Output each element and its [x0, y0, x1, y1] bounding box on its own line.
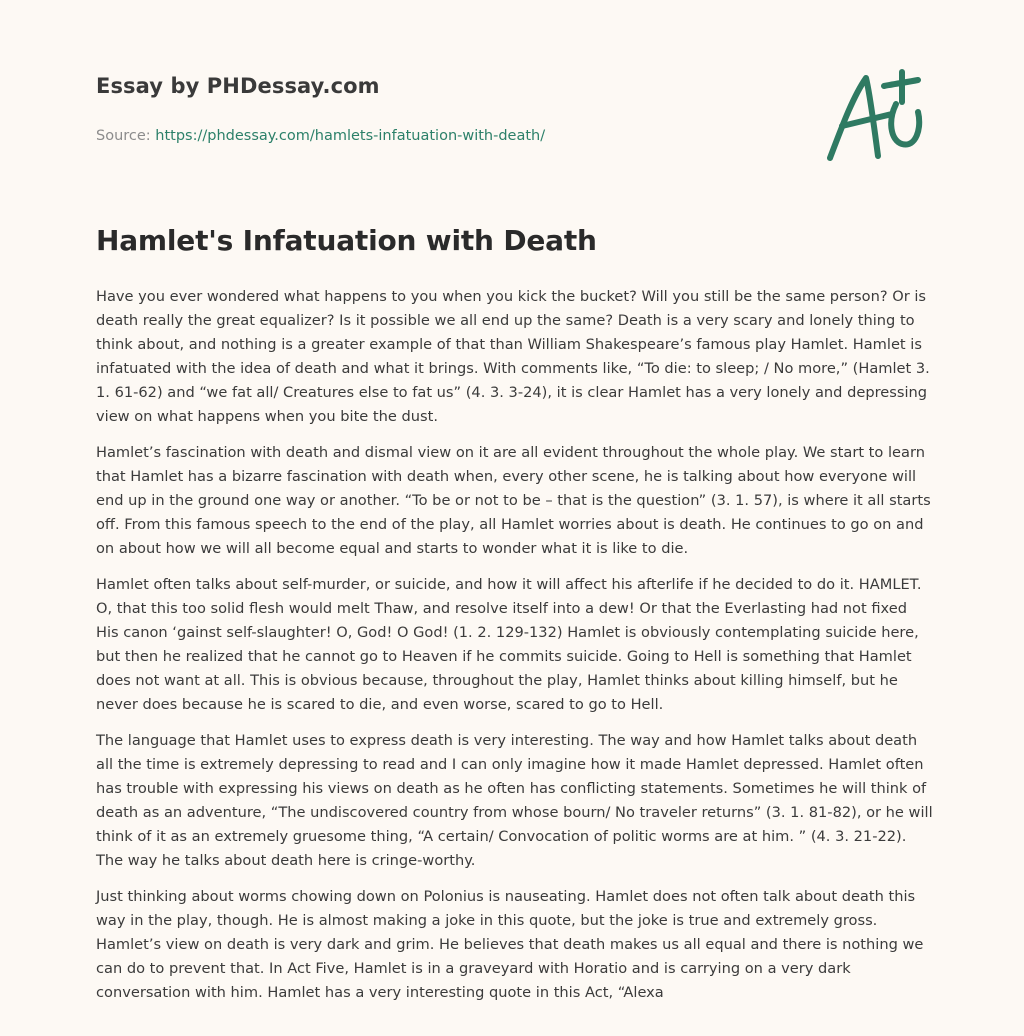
essay-paragraph: Have you ever wondered what happens to you when you kick the bucket? Will you still be the same person? Or is death really the great equalizer? Is it possible we all end up the same? Death is a very scary and lonely thing to think about, and nothing is a greater example of that than William Shakespeare’s famous play Hamlet. Hamlet is infatuated with the idea of death and what it brings. With comments like, “To die: to sleep; / No more,” (Hamlet 3. 1. 61-62) and “we fat all/ Creatures else to fat us” (4. 3. 3-24), it is clear Hamlet has a very lonely and depressing view on what happens when you bite the dust.: [96, 288, 930, 425]
page-header: [96, 74, 796, 144]
source-link[interactable]: https://phdessay.com/hamlets-infatuation-with-death/: [155, 128, 546, 144]
essay-paragraph: Just thinking about worms chowing down on Polonius is nauseating. Hamlet does not often talk about death this way in the play, though. He is almost making a joke in this quote, but the joke is true and extremely gross. Hamlet’s view on death is very dark and grim. He believes that death makes us all equal and there is nothing we can do to prevent that. In Act Five, Hamlet is in a graveyard with Horatio and is carrying on a very dark conversation with him. Hamlet has a very interesting quote in this Act, “Alexa: [96, 888, 924, 1001]
source-line: [96, 128, 796, 144]
essay-paragraph: Hamlet often talks about self-murder, or suicide, and how it will affect his afterlife if he decided to do it. HAMLET. O, that this too solid flesh would melt Thaw, and resolve itself into a dew! Or that the Everlasting had not fixed His canon ‘gainst self-slaughter! O, God! O God! (1. 2. 129-132) Hamlet is obviously contemplating suicide here, but then he realized that he cannot go to Heaven if he commits suicide. Going to Hell is something that Hamlet does not want at all. This is obvious because, throughout the play, Hamlet thinks about killing himself, but he never does because he is scared to die, and even worse, scared to go to Hell.: [96, 576, 922, 713]
essay-title: Hamlet's Infatuation with Death: [96, 224, 597, 257]
essay-paragraph: The language that Hamlet uses to express death is very interesting. The way and how Hamlet talks about death all the time is extremely depressing to read and I can only imagine how it made Hamlet depressed. Hamlet often has trouble with expressing his views on death as he often has conflicting statements. Sometimes he will think of death as an adventure, “The undiscovered country from whose bourn/ No traveler returns” (3. 1. 81-82), or he will think of it as an extremely gruesome thing, “A certain/ Convocation of politic worms are at him. ” (4. 3. 21-22). The way he talks about death here is cringe-worthy.: [96, 732, 933, 869]
essay-body: [96, 285, 934, 1017]
essay-paragraph: Hamlet’s fascination with death and dismal view on it are all evident throughout the whole play. We start to learn that Hamlet has a bizarre fascination with death when, every other scene, he is talking about how everyone will end up in the ground one way or another. “To be or not to be – that is the question” (3. 1. 57), is where it all starts off. From this famous speech to the end of the play, all Hamlet worries about is death. He continues to go on and on about how we will all become equal and starts to wonder what it is like to die.: [96, 444, 931, 557]
site-brand: Essay by PHDessay.com: [96, 74, 380, 98]
a-plus-grade-icon: [818, 64, 930, 168]
source-label: Source:: [96, 128, 151, 144]
